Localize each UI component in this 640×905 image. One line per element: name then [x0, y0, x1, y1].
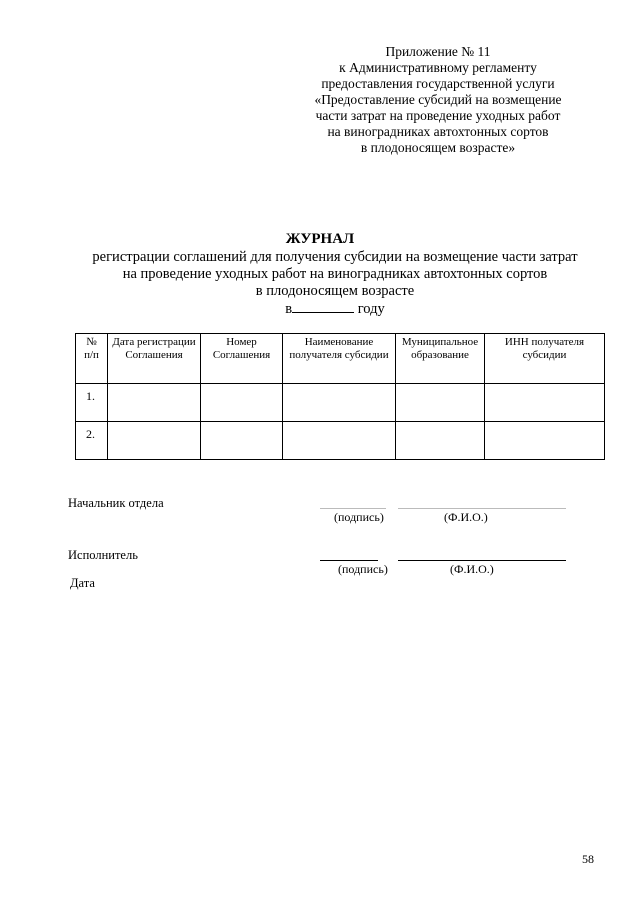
- executor-label: Исполнитель: [68, 548, 138, 562]
- year-line: [60, 300, 610, 318]
- appendix-line: в плодоносящем возрасте»: [360, 140, 516, 155]
- col-header-agreement-number: [201, 334, 283, 384]
- header-text: Наименование: [304, 336, 374, 348]
- table-cell[interactable]: [396, 384, 485, 422]
- table-cell[interactable]: [283, 384, 396, 422]
- appendix-header: [288, 44, 588, 156]
- head-name-line[interactable]: [398, 508, 566, 509]
- table-cell[interactable]: [396, 422, 485, 460]
- header-text: п/п: [84, 349, 99, 361]
- table-cell[interactable]: [108, 384, 201, 422]
- header-text: Соглашения: [212, 349, 271, 361]
- page-number: 58: [582, 852, 594, 866]
- header-text: получателя субсидии: [289, 349, 389, 361]
- executor-signature-line[interactable]: [320, 560, 378, 561]
- year-suffix: году: [357, 301, 385, 317]
- table-cell[interactable]: [108, 422, 201, 460]
- year-prefix: в: [285, 301, 293, 317]
- header-text: Соглашения: [125, 349, 183, 361]
- appendix-line: на виноградниках автохтонных сортов: [327, 124, 549, 139]
- table-cell[interactable]: [201, 384, 283, 422]
- table-cell[interactable]: [485, 422, 605, 460]
- header-text: субсидии: [522, 349, 567, 361]
- appendix-line: «Предоставление субсидий на возмещение: [314, 92, 562, 107]
- table-cell[interactable]: [283, 422, 396, 460]
- table-cell[interactable]: [201, 422, 283, 460]
- header-text: Муниципальное: [401, 336, 479, 348]
- row-number-cell: 1.: [76, 384, 108, 422]
- table-row: [76, 422, 605, 460]
- appendix-line: Приложение № 11: [385, 44, 491, 59]
- head-signature-caption: (подпись): [334, 510, 384, 524]
- col-header-recipient-name: [283, 334, 396, 384]
- header-text: №: [86, 336, 97, 348]
- subtitle-line: на проведение уходных работ на виноградниках автохтонных сортов: [122, 266, 548, 282]
- row-number-cell: 2.: [76, 422, 108, 460]
- executor-name-line[interactable]: [398, 560, 566, 561]
- year-blank[interactable]: [292, 300, 354, 313]
- col-header-inn: [485, 334, 605, 384]
- head-of-department-label: Начальник отдела: [68, 496, 164, 510]
- head-signature-line[interactable]: [320, 508, 386, 509]
- header-text: Номер: [226, 336, 257, 348]
- table-row: [76, 384, 605, 422]
- subtitle-line: регистрации соглашений для получения субсидии на возмещение части затрат: [92, 249, 578, 265]
- journal-subtitle: [60, 249, 610, 318]
- executor-signature-caption: (подпись): [338, 562, 388, 576]
- col-header-number: [76, 334, 108, 384]
- table-cell[interactable]: [485, 384, 605, 422]
- registration-table: [75, 333, 605, 460]
- header-text: образование: [411, 349, 469, 361]
- header-text: ИНН получателя: [504, 336, 585, 348]
- journal-title: ЖУРНАЛ: [285, 231, 355, 247]
- col-header-municipality: [396, 334, 485, 384]
- appendix-line: предоставления государственной услуги: [321, 76, 555, 91]
- subtitle-line: в плодоносящем возрасте: [255, 283, 415, 299]
- table-header-row: [76, 334, 605, 384]
- appendix-line: к Административному регламенту: [339, 60, 537, 75]
- header-text: Дата регистрации: [112, 336, 196, 348]
- executor-name-caption: (Ф.И.О.): [450, 562, 494, 576]
- head-name-caption: (Ф.И.О.): [444, 510, 488, 524]
- appendix-line: части затрат на проведение уходных работ: [315, 108, 561, 123]
- date-label: Дата: [70, 576, 95, 590]
- col-header-registration-date: [108, 334, 201, 384]
